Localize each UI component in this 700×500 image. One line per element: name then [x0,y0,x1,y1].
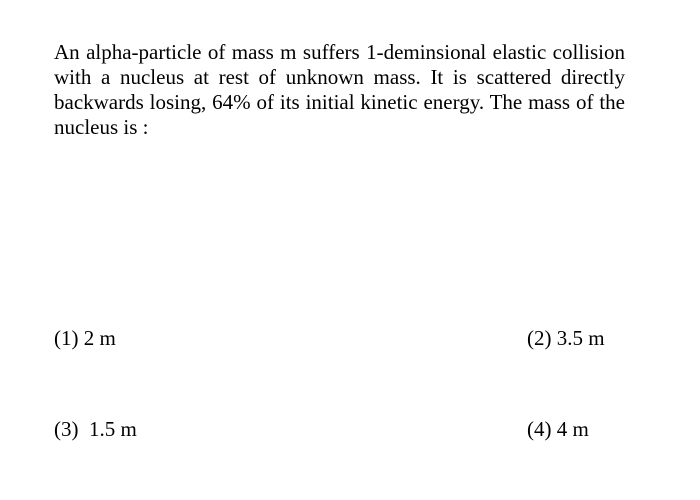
option-4: (4) 4 m [527,417,589,441]
option-2: (2) 3.5 m [527,326,605,350]
option-1: (1) 2 m [54,326,116,350]
question-text: An alpha-particle of mass m suffers 1-deminsional elastic collision with a nucleus at rest of unknown mass. It is scattered directly backwards losing, 64% of its initial kinetic energy. The mass of the nucleus is : [54,40,625,139]
option-3: (3) 1.5 m [54,417,137,441]
